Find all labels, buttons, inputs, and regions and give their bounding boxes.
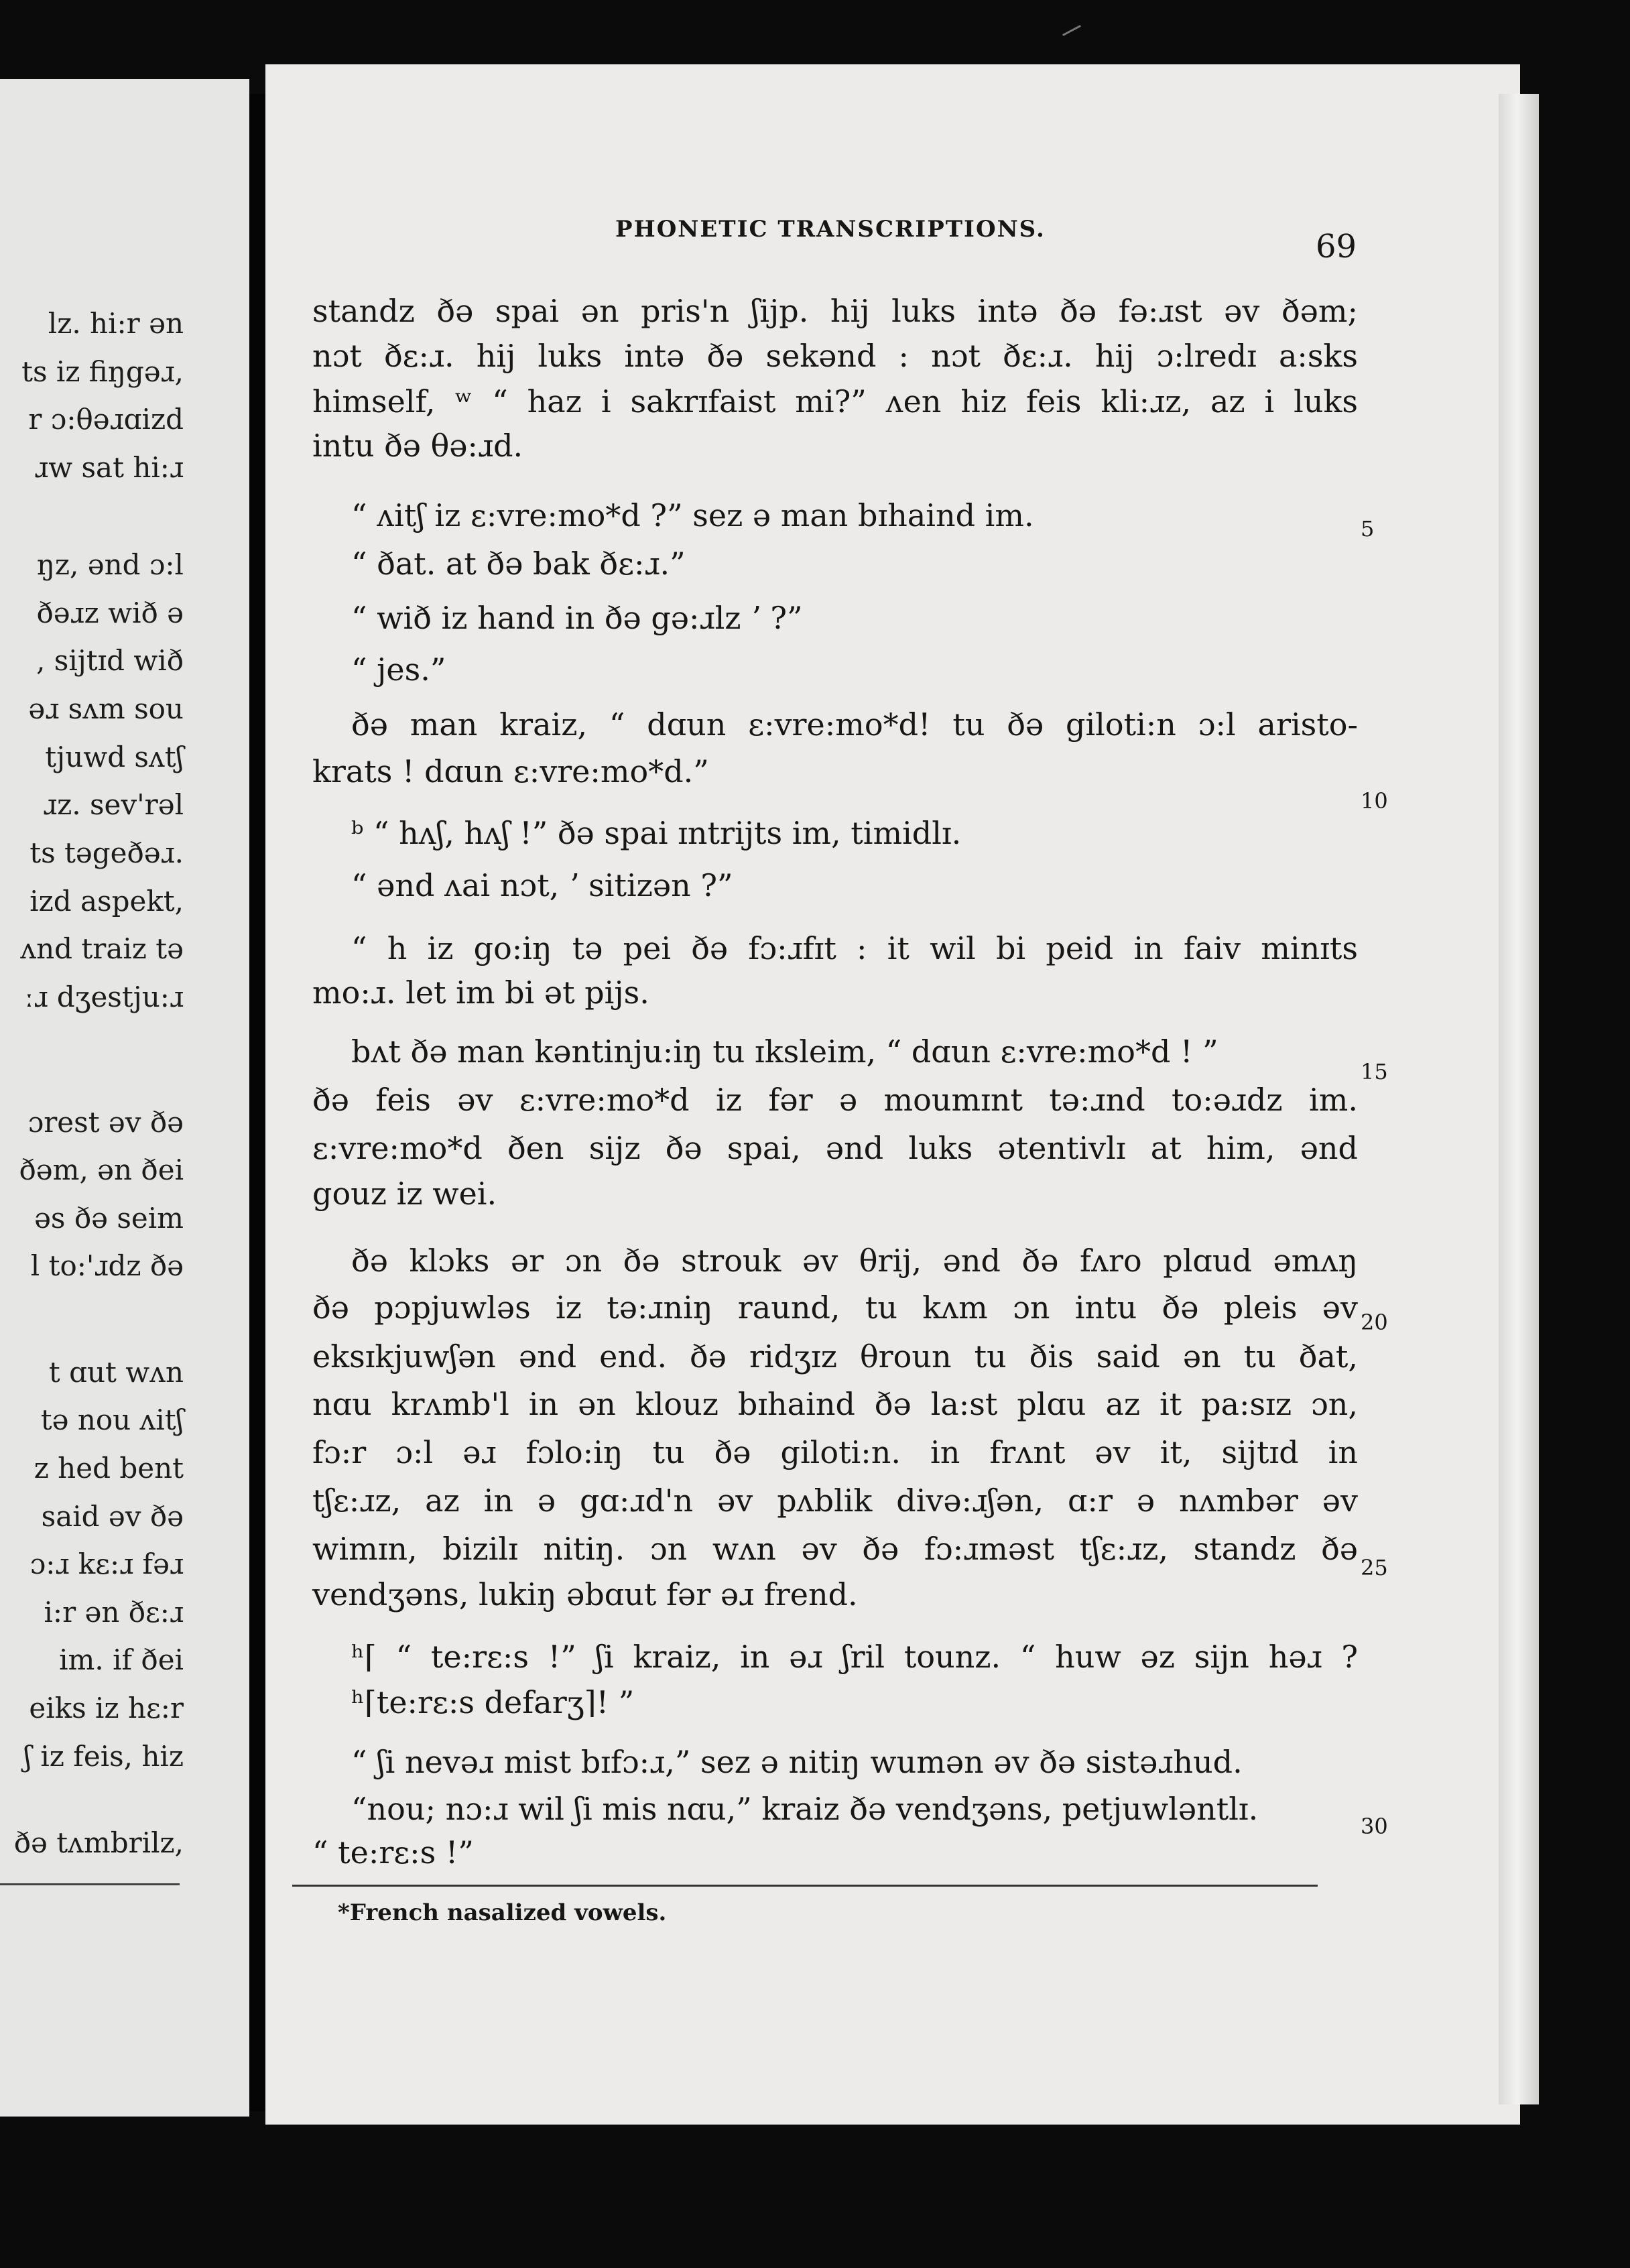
left-page-line-fragment: r ɔ:θəɹɑizd xyxy=(28,403,184,436)
left-page-line-fragment: ʌnd traiz tə xyxy=(20,932,184,965)
text-line: “ h iz go:iŋ tə pei ðə fɔ:ɹfɪt : it wil bi peid in faiv minɪts xyxy=(351,930,1358,966)
text-line: nɑu krʌmb'l in ən klouz bɪhaind ðə la:st plɑu az it pa:sɪz ɔn, xyxy=(312,1386,1358,1422)
text-line: krats ! dɑun ɛ:vre:mo*d.” xyxy=(312,753,709,790)
left-page-line-fragment: z hed bent xyxy=(34,1452,184,1485)
left-page-line-fragment: ts iz fiŋgəɹ, xyxy=(21,355,184,388)
text-line: ðə pɔpjuwləs iz tə:ɹniŋ raund, tu kʌm ɔn intu ðə pleis əv xyxy=(312,1289,1358,1326)
text-line: ðə klɔks ər ɔn ðə strouk əv θrij, ənd ðə fʌro plɑud əmʌŋ xyxy=(351,1243,1358,1279)
left-page-line-fragment: ts təgeðəɹ. xyxy=(29,836,184,869)
page-edge xyxy=(1499,94,1539,2104)
left-page-line-fragment: t ɑut wʌn xyxy=(48,1356,184,1389)
left-page-line-fragment: ɹz. sev'rəl xyxy=(43,788,184,821)
left-page-line-fragment: əɹ sʌm sou xyxy=(28,692,184,725)
left-page-line-fragment: ðəɹz wið ə xyxy=(36,596,184,629)
line-number: 15 xyxy=(1361,1059,1388,1084)
text-line: fɔ:r ɔ:l əɹ fɔlo:iŋ tu ðə giloti:n. in frʌnt əv it, sijtɪd in xyxy=(312,1434,1358,1470)
left-page-line-fragment: eiks iz hɛ:r xyxy=(29,1692,184,1724)
left-page-line-fragment: tjuwd sʌtʃ xyxy=(45,741,184,773)
text-line: ðə man kraiz, “ dɑun ɛ:vre:mo*d! tu ðə giloti:n ɔ:l aristo- xyxy=(351,706,1358,743)
left-page-line-fragment: im. if ðei xyxy=(59,1643,184,1676)
scan-mark xyxy=(1062,25,1081,36)
text-line: ʰ⌈te:rɛ:s defarʒ⌉! ” xyxy=(351,1684,635,1720)
text-line: nɔt ðɛ:ɹ. hij luks intə ðə sekənd : nɔt ðɛ:ɹ. hij ɔ:lredɪ a:sks xyxy=(312,338,1358,374)
text-line: “ ʃi nevəɹ mist bɪfɔ:ɹ,” sez ə nitiŋ wumən əv ðə sistəɹhud. xyxy=(351,1744,1243,1780)
left-page-line-fragment: lz. hi:r ən xyxy=(48,307,184,340)
left-page-footnote-rule xyxy=(0,1883,180,1885)
text-line: ʰ⌈ “ te:rɛ:s !” ʃi kraiz, in əɹ ʃril tounz. “ huw əz sijn həɹ ? xyxy=(351,1639,1358,1675)
left-page-line-fragment: said əv ðə xyxy=(41,1500,184,1533)
left-page-line-fragment: ɔ:ɹ kɛ:ɹ fəɹ xyxy=(29,1548,184,1580)
left-page-line-fragment: i:r ən ðɛ:ɹ xyxy=(44,1596,184,1629)
text-line: tʃɛ:ɹz, az in ə gɑ:ɹd'n əv pʌblik divə:ɹʃən, ɑ:r ə nʌmbər əv xyxy=(312,1483,1358,1519)
line-number: 10 xyxy=(1361,788,1388,814)
left-page-line-fragment: ŋz, ənd ɔ:l xyxy=(36,548,184,581)
left-page-line-fragment: l to:'ɹdz ðə xyxy=(30,1249,184,1282)
left-page-line-fragment: ɔrest əv ðə xyxy=(27,1106,184,1139)
book-gutter xyxy=(249,94,265,2111)
line-number: 30 xyxy=(1361,1814,1388,1839)
text-line: himself, ʷ “ haz i sakrɪfaist mi?” ʌen hiz feis kli:ɹz, az i luks xyxy=(312,383,1358,420)
left-page-line-fragment: izd aspekt, xyxy=(29,885,184,918)
text-line: wimɪn, bizilɪ nitiŋ. ɔn wʌn əv ðə fɔ:ɹməst tʃɛ:ɹz, standz ðə xyxy=(312,1531,1358,1567)
text-line: “ te:rɛ:s !” xyxy=(312,1834,474,1871)
left-page-line-fragment: ðə tʌmbrilz, xyxy=(13,1826,184,1859)
text-line: mo:ɹ. let im bi ət pijs. xyxy=(312,974,649,1011)
text-line: ᵇ “ hʌʃ, hʌʃ !” ðə spai ɪntrijts im, timidlɪ. xyxy=(351,815,962,851)
text-line: “ jes.” xyxy=(351,651,446,688)
running-head: PHONETIC TRANSCRIPTIONS. xyxy=(615,216,1046,243)
text-line: “nou; nɔ:ɹ wil ʃi mis nɑu,” kraiz ðə vendʒəns, petjuwləntlɪ. xyxy=(351,1791,1259,1827)
left-page-line-fragment: ʃ iz feis, hiz xyxy=(23,1740,184,1773)
left-page-line-fragment: tə nou ʌitʃ xyxy=(40,1403,184,1436)
left-page-line-fragment: , sijtɪd wið xyxy=(36,644,184,677)
text-line: “ ənd ʌai nɔt, ʼ sitizən ?” xyxy=(351,867,733,903)
text-line: standz ðə spai ən pris'n ʃijp. hij luks intə ðə fə:ɹst əv ðəm; xyxy=(312,293,1358,329)
footnote-rule xyxy=(292,1885,1318,1887)
text-line: “ ʌitʃ iz ɛ:vre:mo*d ?” sez ə man bɪhaind im. xyxy=(351,497,1034,533)
left-page-line-fragment: ɹw sat hi:ɹ xyxy=(34,451,184,484)
page-number: 69 xyxy=(1316,228,1357,265)
text-line: bʌt ðə man kəntinju:iŋ tu ɪksleim, “ dɑun ɛ:vre:mo*d ! ” xyxy=(351,1033,1218,1070)
text-line: ɛ:vre:mo*d ðen sijz ðə spai, ənd luks ətentivlɪ at him, ənd xyxy=(312,1130,1358,1166)
line-number: 20 xyxy=(1361,1310,1388,1335)
left-page-line-fragment: əs ðə seim xyxy=(34,1202,184,1235)
text-line: “ wið iz hand in ðə gə:ɹlz ʼ ?” xyxy=(351,600,803,636)
footnote: *French nasalized vowels. xyxy=(338,1899,667,1926)
text-line: vendʒəns, lukiŋ əbɑut fər əɹ frend. xyxy=(312,1576,858,1613)
left-page-line-fragment: ːɹ dʒestju:ɹ xyxy=(24,981,184,1013)
line-number: 5 xyxy=(1361,516,1375,542)
text-line: “ ðat. at ðə bak ðɛ:ɹ.” xyxy=(351,546,686,582)
text-line: gouz iz wei. xyxy=(312,1176,497,1212)
line-number: 25 xyxy=(1361,1555,1388,1580)
left-page-line-fragment: ðəm, ən ðei xyxy=(19,1153,184,1186)
text-line: intu ðə θə:ɹd. xyxy=(312,428,523,464)
text-line: ðə feis əv ɛ:vre:mo*d iz fər ə moumɪnt tə:ɹnd to:əɹdz im. xyxy=(312,1082,1358,1118)
left-facing-page xyxy=(0,79,249,2117)
text-line: eksɪkjuwʃən ənd end. ðə ridʒɪz θroun tu ðis said ən tu ðat, xyxy=(312,1338,1358,1375)
